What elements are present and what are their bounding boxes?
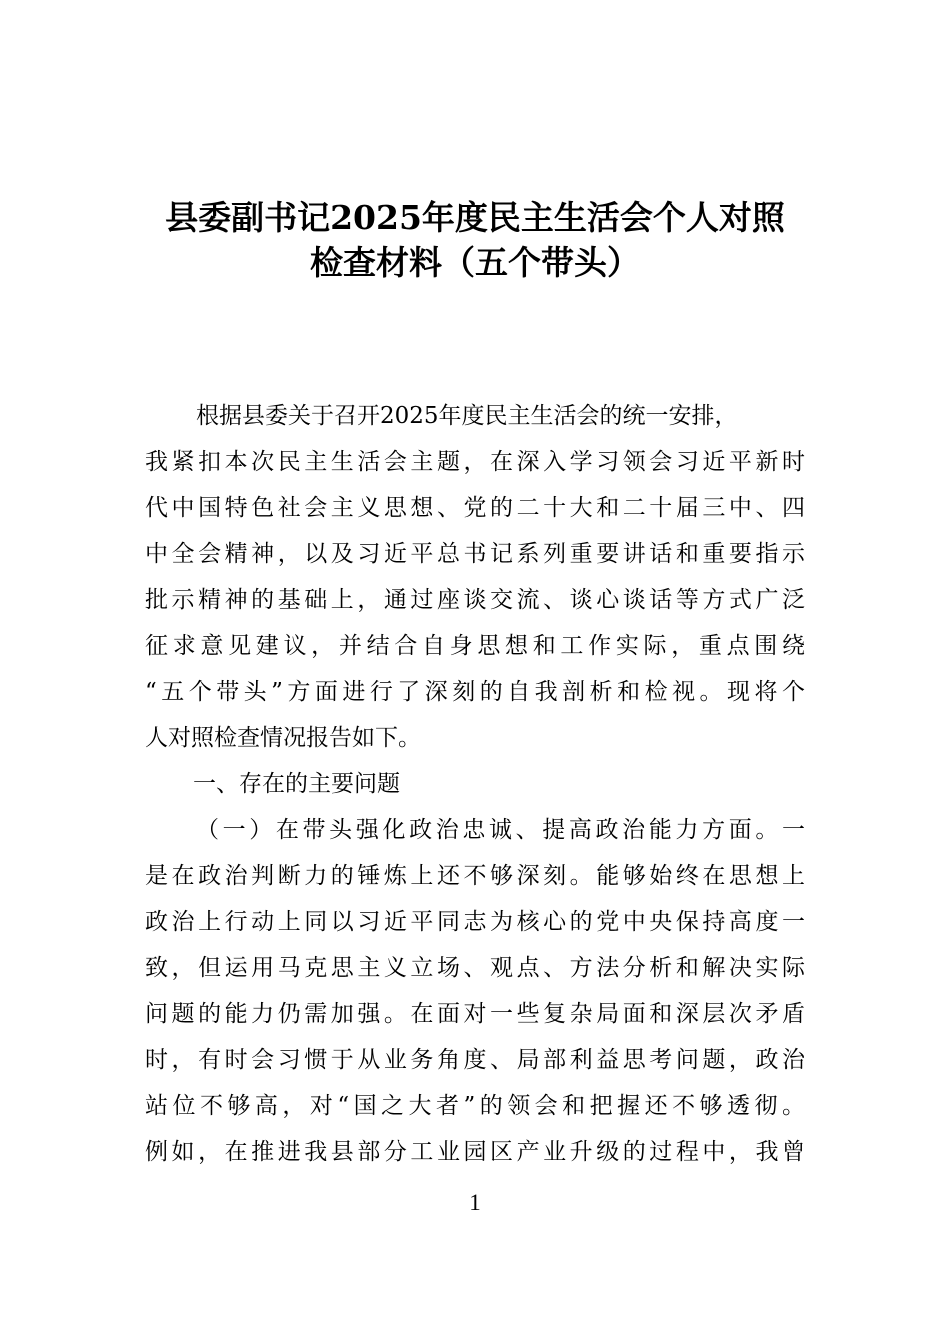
subsection-heading-line: （一）在带头强化政治忠诚、提高政治能力方面。一 [196, 817, 805, 843]
paragraph-line: 根据县委关于召开2025年度民主生活会的统一安排， [196, 403, 738, 429]
paragraph-line: 问题的能力仍需加强。在面对一些复杂局面和深层次矛盾 [145, 1001, 805, 1027]
page-number: 1 [469, 1190, 481, 1215]
paragraph-line: 时，有时会习惯于从业务角度、局部利益思考问题，政治 [145, 1047, 805, 1073]
paragraph-line: 致，但运用马克思主义立场、观点、方法分析和解决实际 [145, 955, 805, 981]
paragraph-line: 政治上行动上同以习近平同志为核心的党中央保持高度一 [145, 909, 805, 935]
paragraph-line: 例如，在推进我县部分工业园区产业升级的过程中，我曾 [145, 1139, 805, 1165]
paragraph-line: 是在政治判断力的锤炼上还不够深刻。能够始终在思想上 [145, 863, 805, 889]
document-title-line-1: 县委副书记2025年度民主生活会个人对照 [165, 198, 785, 237]
paragraph-line: 代中国特色社会主义思想、党的二十大和二十届三中、四 [145, 495, 805, 521]
paragraph-line: “五个带头”方面进行了深刻的自我剖析和检视。现将个 [145, 679, 805, 705]
paragraph-line: 站位不够高，对“国之大者”的领会和把握还不够透彻。 [145, 1093, 805, 1119]
paragraph-line: 我紧扣本次民主生活会主题，在深入学习领会习近平新时 [145, 449, 805, 475]
paragraph-line: 中全会精神，以及习近平总书记系列重要讲话和重要指示 [145, 541, 805, 567]
paragraph-line: 人对照检查情况报告如下。 [145, 725, 421, 751]
paragraph-line: 批示精神的基础上，通过座谈交流、谈心谈话等方式广泛 [145, 587, 805, 613]
paragraph-line: 征求意见建议，并结合自身思想和工作实际，重点围绕 [145, 633, 805, 659]
section-heading: 一、存在的主要问题 [193, 771, 400, 797]
document-title-line-2: 检查材料（五个带头） [310, 243, 640, 282]
